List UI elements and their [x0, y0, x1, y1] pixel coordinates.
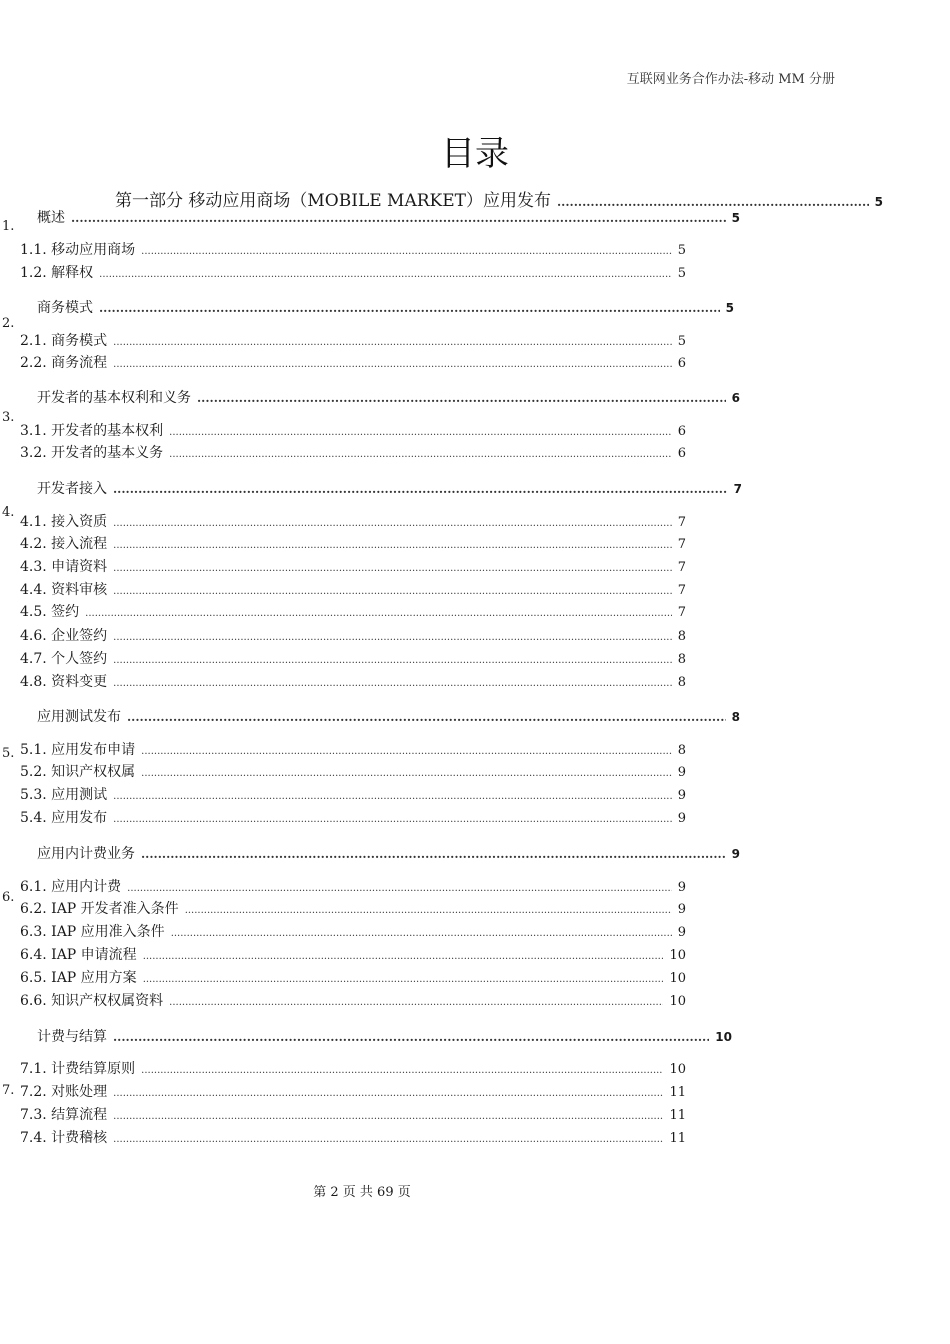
toc-page-number: 7: [677, 515, 686, 530]
dot-leader: [113, 359, 672, 370]
toc-section-entry[interactable]: [37, 387, 740, 409]
dot-leader: [141, 746, 672, 757]
toc-item-label: 5.3. 应用测试: [20, 787, 108, 803]
toc-page-number: 5: [874, 195, 883, 209]
toc-page-number: 9: [731, 847, 740, 861]
dot-leader: [141, 246, 672, 257]
dot-leader: [143, 974, 664, 985]
toc-item-entry[interactable]: [20, 876, 686, 896]
toc-item-entry[interactable]: [20, 352, 686, 372]
toc-section-entry[interactable]: [37, 478, 742, 500]
dot-leader: [141, 847, 726, 861]
dot-leader: [113, 1111, 663, 1122]
dot-leader: [127, 883, 672, 894]
toc-item-label: 6.3. IAP 应用准入条件: [20, 924, 165, 940]
toc-page-number: 6: [677, 356, 686, 371]
toc-page-number: 10: [669, 948, 686, 963]
toc-item-label: 4.6. 企业签约: [20, 628, 108, 644]
toc-page-number: 10: [669, 971, 686, 986]
toc-item-entry[interactable]: [20, 579, 686, 599]
toc-section-entry[interactable]: [37, 1026, 732, 1048]
toc-page-number: 8: [677, 675, 686, 690]
toc-section-number: 2.: [2, 316, 15, 331]
page-footer: 第 2 页 共 69 页: [313, 1185, 411, 1200]
dot-leader: [169, 997, 663, 1008]
toc-item-label: 3.2. 开发者的基本义务: [20, 445, 164, 461]
dot-leader: [71, 211, 726, 225]
toc-item-entry[interactable]: [20, 1127, 686, 1147]
dot-leader: [113, 678, 672, 689]
toc-page-number: 11: [669, 1085, 686, 1100]
toc-item-label: 5.2. 知识产权权属: [20, 764, 136, 780]
dot-leader: [127, 710, 726, 724]
dot-leader: [113, 540, 672, 551]
toc-page-number: 6: [731, 391, 740, 405]
toc-item-entry[interactable]: [20, 944, 686, 964]
toc-item-label: 4.8. 资料变更: [20, 674, 108, 690]
dot-leader: [85, 608, 672, 619]
toc-item-entry[interactable]: [20, 967, 686, 987]
toc-section-number: 3.: [2, 410, 15, 425]
toc-item-label: 6.1. 应用内计费: [20, 879, 122, 895]
toc-item-entry[interactable]: [20, 442, 686, 462]
toc-page-number: 9: [677, 880, 686, 895]
toc-item-entry[interactable]: [20, 556, 686, 576]
toc-page-number: 10: [715, 1030, 732, 1044]
toc-item-label: 2.2. 商务流程: [20, 355, 108, 371]
toc-page-number: 11: [669, 1131, 686, 1146]
dot-leader: [113, 586, 672, 597]
toc-page-number: 9: [677, 765, 686, 780]
toc-item-entry[interactable]: [20, 533, 686, 553]
toc-item-label: 4.7. 个人签约: [20, 651, 108, 667]
dot-leader: [113, 814, 672, 825]
toc-section-title: 计费与结算: [37, 1029, 107, 1045]
toc-page-number: 8: [677, 652, 686, 667]
toc-item-entry[interactable]: [20, 1081, 686, 1101]
dot-leader: [143, 951, 664, 962]
toc-item-label: 7.3. 结算流程: [20, 1107, 108, 1123]
toc-page-number: 7: [677, 537, 686, 552]
toc-section-number: 7.: [2, 1083, 15, 1098]
dot-leader: [113, 563, 672, 574]
toc-item-entry[interactable]: [20, 784, 686, 804]
toc-section-title: 开发者接入: [37, 481, 107, 497]
toc-item-label: 7.4. 计费稽核: [20, 1130, 108, 1146]
toc-item-label: 5.1. 应用发布申请: [20, 742, 136, 758]
toc-section-title: 开发者的基本权利和义务: [37, 390, 191, 406]
dot-leader: [113, 518, 672, 529]
dot-leader: [171, 928, 672, 939]
dot-leader: [185, 905, 672, 916]
toc-item-entry[interactable]: [20, 511, 686, 531]
toc-item-entry[interactable]: [20, 420, 686, 440]
toc-item-entry[interactable]: [20, 761, 686, 781]
toc-page-number: 10: [669, 994, 686, 1009]
dot-leader: [113, 1088, 663, 1099]
toc-page-number: 9: [677, 902, 686, 917]
toc-page-number: 10: [669, 1062, 686, 1077]
toc-item-label: 7.2. 对账处理: [20, 1084, 108, 1100]
toc-section-number: 6.: [2, 890, 15, 905]
dot-leader: [113, 791, 672, 802]
toc-item-label: 3.1. 开发者的基本权利: [20, 423, 164, 439]
toc-page-number: 8: [731, 710, 740, 724]
toc-section-number: 4.: [2, 505, 15, 520]
toc-title: 目录: [441, 134, 509, 174]
dot-leader: [113, 1134, 663, 1145]
toc-section-title: 应用测试发布: [37, 709, 121, 725]
toc-item-label: 4.4. 资料审核: [20, 582, 108, 598]
toc-item-entry[interactable]: [20, 601, 686, 621]
toc-item-label: 1.2. 解释权: [20, 265, 94, 281]
toc-item-entry[interactable]: [20, 990, 686, 1010]
toc-item-label: 5.4. 应用发布: [20, 810, 108, 826]
toc-page-number: 6: [677, 424, 686, 439]
dot-leader: [169, 427, 672, 438]
toc-item-entry[interactable]: [20, 921, 686, 941]
toc-section-number: 1.: [2, 219, 15, 234]
dot-leader: [113, 632, 672, 643]
toc-item-label: 6.6. 知识产权权属资料: [20, 993, 164, 1009]
toc-item-entry[interactable]: [20, 239, 686, 259]
toc-page-number: 5: [731, 211, 740, 225]
toc-section-entry[interactable]: [37, 843, 740, 865]
toc-section-number: 5.: [2, 746, 15, 761]
toc-item-entry[interactable]: [20, 671, 686, 691]
toc-part-label: 第一部分 移动应用商场（MOBILE MARKET）应用发布: [115, 191, 551, 211]
toc-page-number: 7: [677, 605, 686, 620]
toc-section-entry[interactable]: [37, 207, 740, 229]
toc-item-label: 6.2. IAP 开发者准入条件: [20, 901, 179, 917]
toc-item-entry[interactable]: [20, 739, 686, 759]
toc-item-label: 4.5. 签约: [20, 604, 80, 620]
toc-item-entry[interactable]: [20, 807, 686, 827]
running-header: 互联网业务合作办法-移动 MM 分册: [626, 72, 835, 87]
toc-item-label: 7.1. 计费结算原则: [20, 1061, 136, 1077]
toc-section-entry[interactable]: [37, 706, 740, 728]
toc-page-number: 9: [677, 788, 686, 803]
toc-page-number: 5: [725, 301, 734, 315]
dot-leader: [113, 1030, 709, 1044]
toc-page-number: 9: [677, 811, 686, 826]
toc-item-label: 2.1. 商务模式: [20, 333, 108, 349]
toc-item-label: 4.3. 申请资料: [20, 559, 108, 575]
toc-page-number: 5: [677, 266, 686, 281]
toc-page-number: 6: [677, 446, 686, 461]
toc-page-number: 5: [677, 243, 686, 258]
dot-leader: [113, 337, 672, 348]
toc-item-entry[interactable]: [20, 330, 686, 350]
dot-leader: [141, 768, 672, 779]
dot-leader: [169, 449, 672, 460]
dot-leader: [113, 482, 728, 496]
toc-page-number: 5: [677, 334, 686, 349]
toc-item-entry[interactable]: [20, 898, 686, 918]
toc-item-entry[interactable]: [20, 262, 686, 282]
toc-page-number: 8: [677, 743, 686, 758]
toc-item-entry[interactable]: [20, 625, 686, 645]
toc-section-entry[interactable]: [37, 297, 734, 319]
toc-section-title: 概述: [37, 210, 65, 226]
dot-leader: [197, 391, 726, 405]
toc-page-number: 7: [677, 583, 686, 598]
toc-section-title: 商务模式: [37, 300, 93, 316]
toc-page-number: 7: [677, 560, 686, 575]
toc-item-label: 1.1. 移动应用商场: [20, 242, 136, 258]
dot-leader: [113, 655, 672, 666]
toc-item-label: 4.1. 接入资质: [20, 514, 108, 530]
toc-item-label: 6.4. IAP 申请流程: [20, 947, 137, 963]
toc-page-number: 9: [677, 925, 686, 940]
dot-leader: [99, 301, 720, 315]
toc-page-number: 8: [677, 629, 686, 644]
toc-page-number: 7: [733, 482, 742, 496]
toc-item-entry[interactable]: [20, 1058, 686, 1078]
toc-item-entry[interactable]: [20, 1104, 686, 1124]
toc-item-entry[interactable]: [20, 648, 686, 668]
toc-item-label: 4.2. 接入流程: [20, 536, 108, 552]
toc-section-title: 应用内计费业务: [37, 846, 135, 862]
toc-page-number: 11: [669, 1108, 686, 1123]
dot-leader: [99, 269, 672, 280]
toc-item-label: 6.5. IAP 应用方案: [20, 970, 137, 986]
dot-leader: [141, 1065, 663, 1076]
